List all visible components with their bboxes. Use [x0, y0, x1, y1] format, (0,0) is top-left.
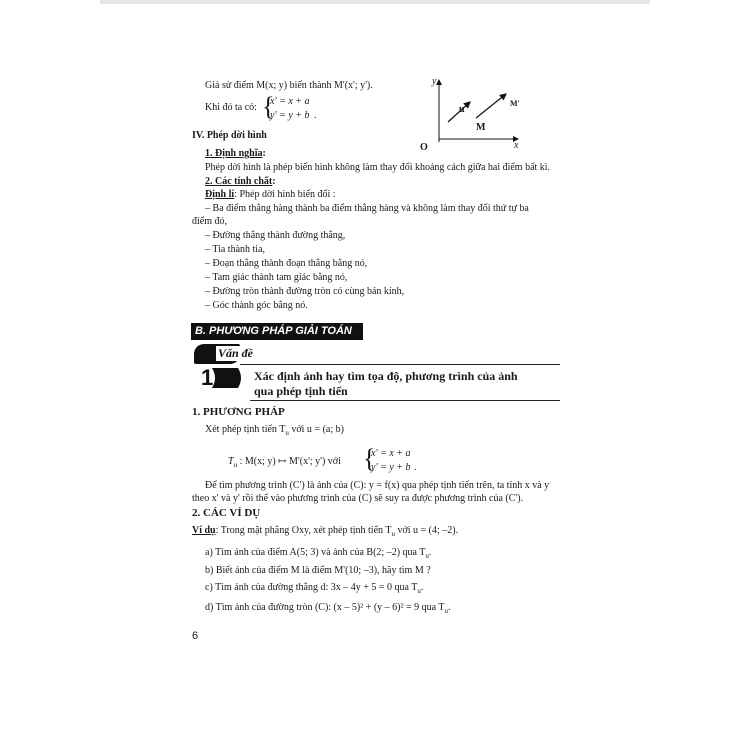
example-c: c) Tìm ảnh của đường thẳng d: 3x – 4y + 5 = 0 qua T [205, 582, 418, 593]
method-eq-1: x' = x + a [371, 448, 411, 459]
example-d-end: . [448, 602, 451, 613]
intro-line-1: Giả sử điểm M(x; y) biến thành M'(x'; y'). [205, 80, 373, 91]
method-line-1-sub: u [285, 429, 289, 437]
translation-figure [418, 72, 558, 152]
map-sub: u [233, 461, 238, 469]
system-brace: { [262, 92, 275, 121]
heading-rule-bottom [250, 400, 560, 401]
method-brace: { [363, 444, 376, 473]
section-b-title: B. PHƯƠNG PHÁP GIẢI TOÁN [191, 323, 363, 340]
bullet-7: – Góc thành góc bằng nó. [205, 300, 308, 311]
bullet-1: – Ba điểm thẳng hàng thành ba điểm thẳng hàng và không làm thay đổi thứ tự ba [205, 203, 529, 214]
method-para-2: theo x' và y' rồi thế vào phương trình của (C) sẽ suy ra được phương trình của (C'). [192, 493, 524, 504]
intro-eq-1: x' = x + a [270, 96, 310, 107]
definition-colon: : [262, 148, 266, 159]
method-para-1: Để tìm phương trình (C') là ảnh của (C): y = f(x) qua phép tịnh tiến trên, ta tính x và y [205, 480, 550, 491]
intro-line-2: Khi đó ta có: [205, 102, 257, 113]
method-line-1: Xét phép tịnh tiến T [205, 424, 286, 435]
figure-u-label: u [459, 104, 465, 115]
theorem-label: Định lí [205, 189, 235, 200]
method-eq-suffix: . [414, 462, 417, 473]
method-eq-2: y' = y + b [371, 462, 411, 473]
definition-title: 1. Định nghĩa [205, 148, 263, 159]
bullet-1-cont: điểm đó, [192, 216, 227, 227]
vande-label: Vấn đề [218, 346, 254, 360]
bullet-6: – Đường tròn thành đường tròn có cùng bán kính, [205, 286, 405, 297]
intro-eq-suffix: . [314, 110, 317, 121]
example-d-sub: u [444, 607, 449, 615]
example-intro-rest: với u = (4; –2). [394, 525, 459, 536]
theorem-text: : Phép dời hình biến đổi : [234, 189, 336, 200]
example-c-end: . [420, 582, 424, 593]
example-b: b) Biết ảnh của điểm M là điểm M'(10; –3), hãy tìm M ? [205, 565, 431, 576]
properties-title: 2. Các tính chất [205, 176, 273, 187]
bullet-2: – Đường thẳng thành đường thẳng, [205, 230, 346, 241]
example-a-end: . [428, 547, 432, 558]
example-c-sub: u [417, 587, 421, 595]
bullet-3: – Tia thành tia, [205, 244, 266, 255]
map-t: T [228, 456, 234, 467]
problem-heading-line-2: qua phép tịnh tiến [254, 384, 348, 398]
page-number: 6 [192, 630, 199, 642]
example-a: a) Tìm ảnh của điểm A(5; 3) và ảnh của B(2; –2) qua T [205, 547, 426, 558]
figure-y-label: y [432, 76, 437, 87]
example-d: d) Tìm ảnh của đường tròn (C): (x – 5)² + (y – 6)² = 9 qua T [205, 602, 445, 613]
problem-number: 1 [201, 365, 214, 390]
section-iv-title: IV. Phép dời hình [192, 130, 267, 141]
figure-mprime-label: M' [510, 99, 520, 108]
intro-eq-2: y' = y + b [270, 110, 310, 121]
figure-x-label: x [514, 140, 519, 151]
bullet-5: – Tam giác thành tam giác bằng nó, [205, 272, 348, 283]
example-intro: : Trong mặt phẳng Oxy, xét phép tịnh tiến T [215, 525, 392, 536]
definition-text: Phép dời hình là phép biến hình không làm thay đổi khoảng cách giữa hai điểm bất kì. [205, 162, 551, 173]
examples-title: 2. CÁC VÍ DỤ [192, 507, 261, 519]
map-rest: : M(x; y) ↦ M'(x'; y') với [237, 456, 341, 467]
bullet-4: – Đoạn thẳng thành đoạn thẳng bằng nó, [205, 258, 368, 269]
figure-origin-label: O [420, 142, 428, 153]
example-a-sub: u [425, 552, 429, 560]
method-title: 1. PHƯƠNG PHÁP [192, 406, 285, 418]
figure-m-label: M [476, 122, 486, 133]
heading-rule-top [240, 364, 560, 365]
example-label: Ví dụ [192, 525, 216, 536]
example-intro-sub: u [391, 530, 395, 538]
problem-heading-line-1: Xác định ảnh hay tìm tọa độ, phương trình của ảnh [254, 369, 518, 383]
vector-mm-arrow [476, 94, 506, 118]
method-line-1-rest: với u = (a; b) [288, 424, 344, 435]
properties-colon: : [272, 176, 276, 187]
